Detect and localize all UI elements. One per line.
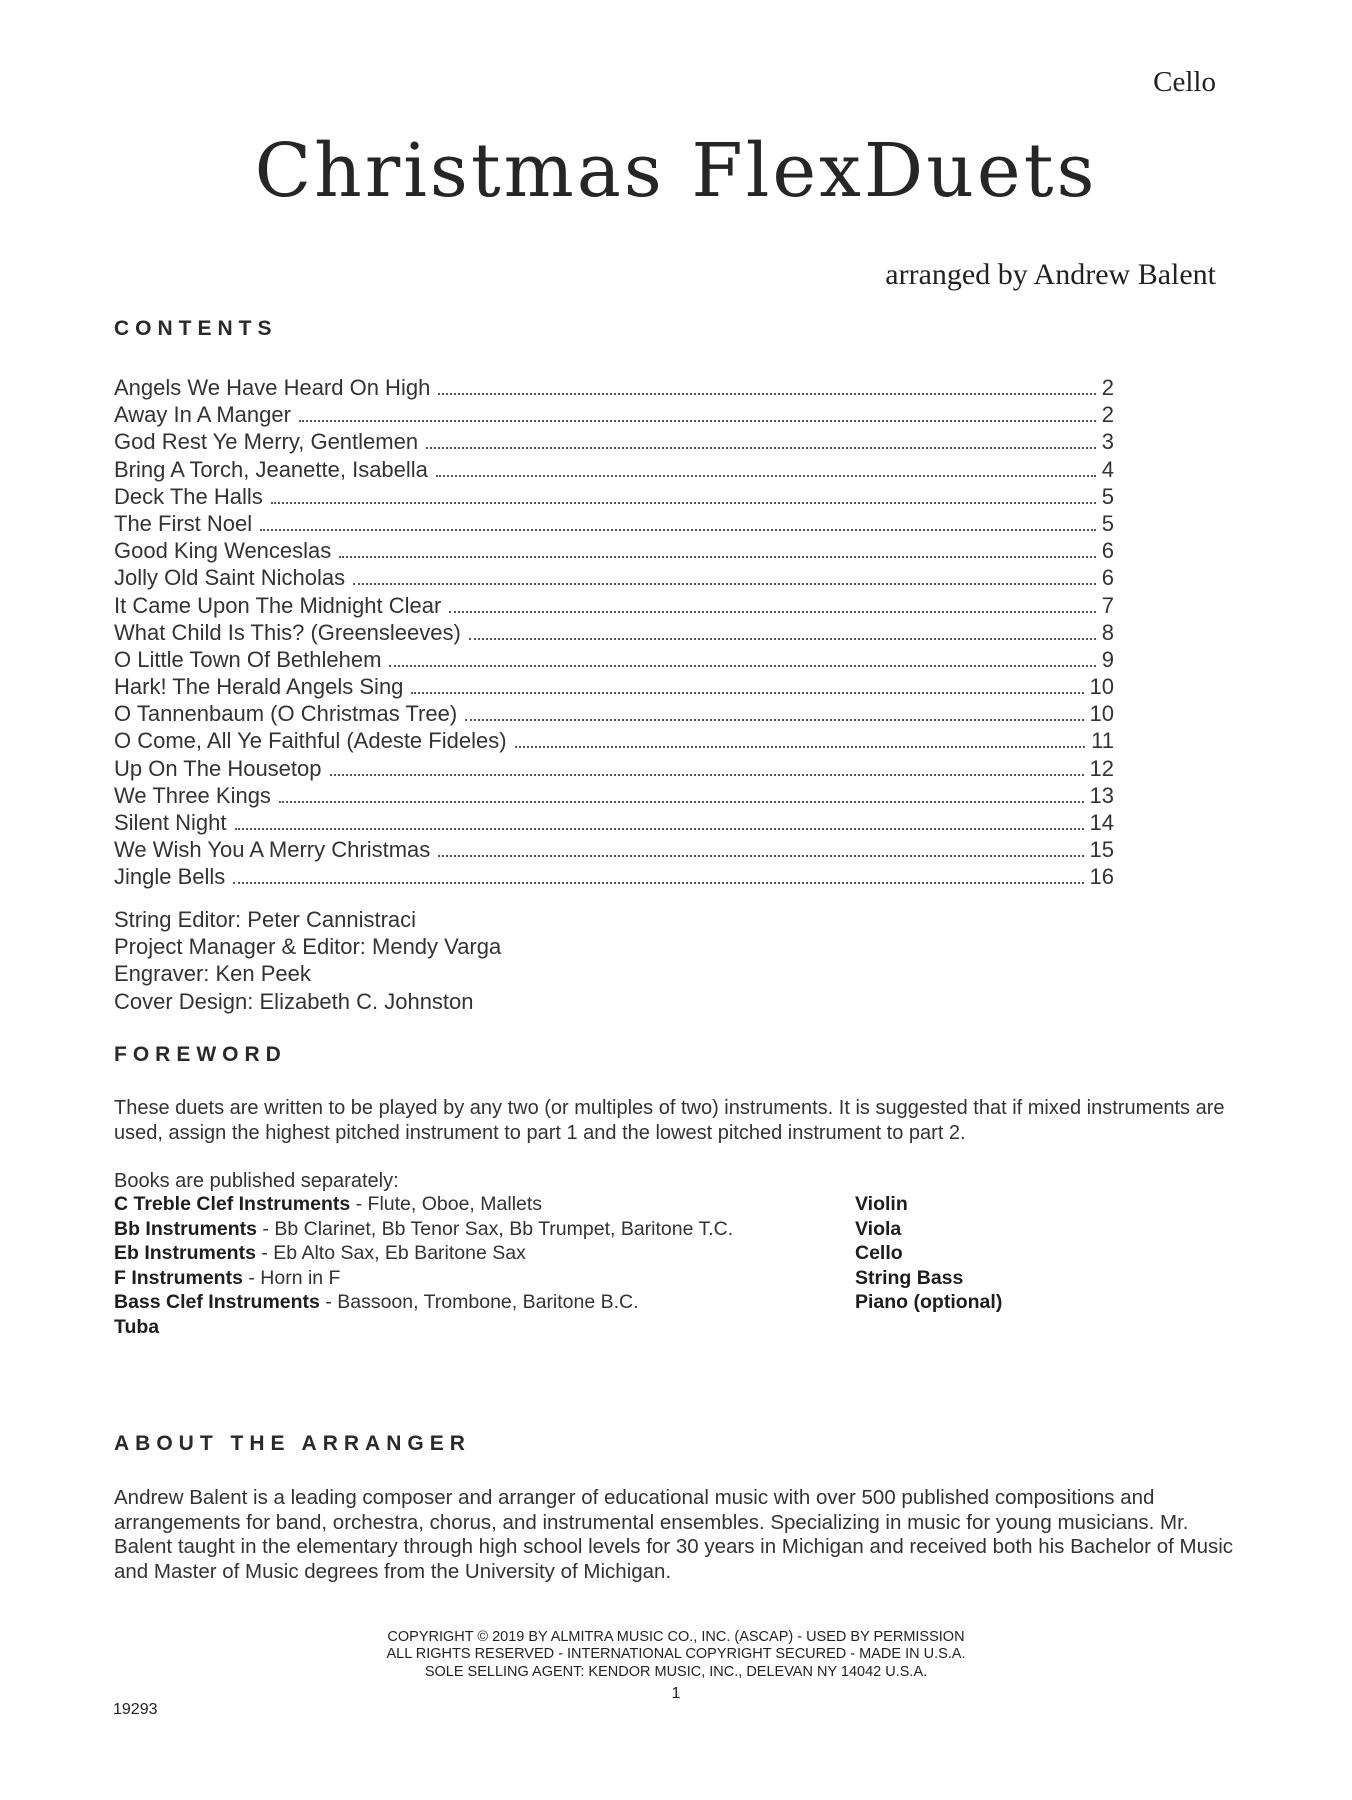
toc-leader [449, 584, 1095, 613]
toc-page: 10 [1089, 674, 1114, 700]
string-book: Piano (optional) [855, 1291, 1003, 1314]
toc-title: It Came Upon The Midnight Clear [114, 592, 442, 618]
book-detail: - Bassoon, Trombone, Baritone B.C. [319, 1291, 639, 1314]
string-book: Cello [855, 1242, 903, 1265]
book-row [114, 1267, 1114, 1292]
toc-row[interactable] [114, 801, 1114, 835]
toc-page: 6 [1101, 565, 1114, 591]
toc-leader [233, 855, 1083, 884]
arranger-credit: arranged by Andrew Balent [885, 258, 1216, 291]
book-name: C Treble Clef Instruments [114, 1193, 351, 1215]
toc-leader [235, 801, 1084, 830]
toc-page: 7 [1101, 592, 1114, 618]
toc-page: 10 [1089, 701, 1114, 727]
toc-leader [465, 692, 1083, 721]
toc-leader [353, 556, 1096, 585]
toc-page: 5 [1101, 510, 1114, 536]
toc-leader [426, 420, 1096, 449]
copyright-line: COPYRIGHT © 2019 BY ALMITRA MUSIC CO., INC. (ASCAP) - USED BY PERMISSION [387, 1629, 965, 1645]
toc-row[interactable] [114, 855, 1114, 890]
toc-leader [260, 502, 1096, 531]
toc-title: Silent Night [114, 810, 227, 835]
book-detail: - Horn in F [242, 1266, 341, 1289]
books-list [114, 1193, 1114, 1341]
book-name: Eb Instruments [114, 1242, 256, 1265]
toc-leader [299, 393, 1096, 422]
copyright-line: ALL RIGHTS RESERVED - INTERNATIONAL COPYRIGHT SECURED - MADE IN U.S.A. [386, 1646, 966, 1663]
toc-title: Bring A Torch, Jeanette, Isabella [114, 456, 428, 482]
book-row [114, 1291, 1114, 1316]
toc-leader [515, 719, 1086, 748]
toc-title: O Tannenbaum (O Christmas Tree) [114, 701, 458, 727]
toc-page: 14 [1089, 810, 1114, 835]
toc-title: What Child Is This? (Greensleeves) [114, 619, 461, 645]
page-number: 1 [671, 1685, 681, 1702]
toc-page: 2 [1101, 402, 1114, 428]
instrument-label: Cello [1153, 66, 1216, 98]
string-book: String Bass [855, 1266, 964, 1289]
credit-line: Cover Design: Elizabeth C. Johnston [114, 988, 474, 1014]
toc-leader [271, 475, 1096, 504]
toc-leader [339, 529, 1095, 558]
toc-title: Jingle Bells [114, 864, 226, 890]
toc-title: The First Noel [114, 510, 253, 536]
book-row [114, 1193, 1114, 1218]
book-detail: - Flute, Oboe, Mallets [350, 1193, 543, 1215]
toc-leader [279, 774, 1084, 803]
toc-title: Jolly Old Saint Nicholas [114, 565, 346, 591]
books-intro: Books are published separately: [114, 1170, 399, 1192]
book-row [114, 1242, 1114, 1267]
foreword-heading: FOREWORD [114, 1043, 287, 1066]
toc-leader [330, 747, 1084, 776]
string-book: Viola [855, 1217, 902, 1240]
toc-title: We Three Kings [114, 782, 271, 808]
toc-title: O Little Town Of Bethlehem [114, 646, 382, 672]
about-heading: ABOUT THE ARRANGER [114, 1432, 471, 1455]
toc-title: Up On The Housetop [114, 755, 322, 781]
about-text: Andrew Balent is a leading composer and arranger of educational music with over 500 published compositions and arrangements for band, orchestra, chorus, and instrumental ensembles. Specializing in music for young musicians. Mr. Balent taught in the elementary through high school levels for 30 years in Michigan and received both his Bachelor of Music and Master of Music degrees from the University of Michigan. [114, 1486, 1234, 1583]
toc-page: 16 [1089, 864, 1114, 890]
toc-title: Good King Wenceslas [114, 538, 332, 564]
toc-leader [436, 448, 1096, 477]
credit-line: Project Manager & Editor: Mendy Varga [114, 934, 502, 960]
toc-page: 5 [1101, 483, 1114, 509]
toc-page: 13 [1089, 782, 1114, 808]
credit-line: String Editor: Peter Cannistraci [114, 907, 417, 932]
string-book: Violin [855, 1193, 908, 1215]
toc-leader [438, 828, 1083, 857]
toc-row[interactable] [114, 529, 1114, 564]
toc-title: Hark! The Herald Angels Sing [114, 674, 404, 700]
toc-row[interactable] [114, 366, 1114, 400]
toc-page: 6 [1101, 538, 1114, 564]
toc-page: 8 [1101, 619, 1114, 645]
book-row [114, 1316, 1114, 1341]
toc-page: 3 [1101, 429, 1114, 455]
toc-row[interactable] [114, 828, 1114, 863]
toc-page: 15 [1089, 837, 1114, 863]
toc-leader [389, 638, 1095, 667]
toc-leader [469, 611, 1096, 640]
page-title: Christmas FlexDuets [254, 128, 1098, 214]
book-name: F Instruments [114, 1266, 243, 1289]
toc-page: 2 [1101, 375, 1114, 400]
toc-page: 4 [1101, 456, 1114, 482]
toc-title: O Come, All Ye Faithful (Adeste Fideles) [114, 728, 507, 754]
toc-title: Angels We Have Heard On High [114, 375, 431, 400]
toc-leader [438, 366, 1095, 395]
toc-page: 12 [1089, 755, 1114, 781]
catalog-number: 19293 [113, 1701, 158, 1718]
book-name: Bb Instruments [114, 1217, 258, 1240]
toc-title: We Wish You A Merry Christmas [114, 837, 431, 863]
toc-page: 11 [1091, 728, 1114, 754]
contents-heading: CONTENTS [114, 317, 278, 340]
book-row [114, 1218, 1114, 1243]
toc-leader [411, 665, 1083, 694]
toc-row[interactable] [114, 502, 1114, 536]
credit-line: Engraver: Ken Peek [114, 961, 311, 987]
copyright-line: SOLE SELLING AGENT: KENDOR MUSIC, INC., DELEVAN NY 14042 U.S.A. [424, 1663, 928, 1680]
toc-title: God Rest Ye Merry, Gentlemen [114, 429, 419, 455]
toc-page: 9 [1101, 646, 1114, 672]
production-credits [114, 906, 501, 1015]
book-name: Tuba [114, 1315, 160, 1338]
table-of-contents [114, 366, 1114, 890]
foreword-text: These duets are written to be played by any two (or multiples of two) instruments. It is suggested that if mixed instruments are used, assign the highest pitched instrument to part 1 and the lowest pitched instrument to part 2. [114, 1097, 1225, 1144]
book-name: Bass Clef Instruments [114, 1291, 320, 1314]
copyright-notice [0, 1629, 1352, 1681]
book-detail: - Bb Clarinet, Bb Tenor Sax, Bb Trumpet, Baritone T.C. [257, 1217, 734, 1240]
book-detail: - Eb Alto Sax, Eb Baritone Sax [255, 1242, 526, 1265]
toc-title: Deck The Halls [114, 483, 263, 509]
toc-title: Away In A Manger [114, 402, 291, 428]
